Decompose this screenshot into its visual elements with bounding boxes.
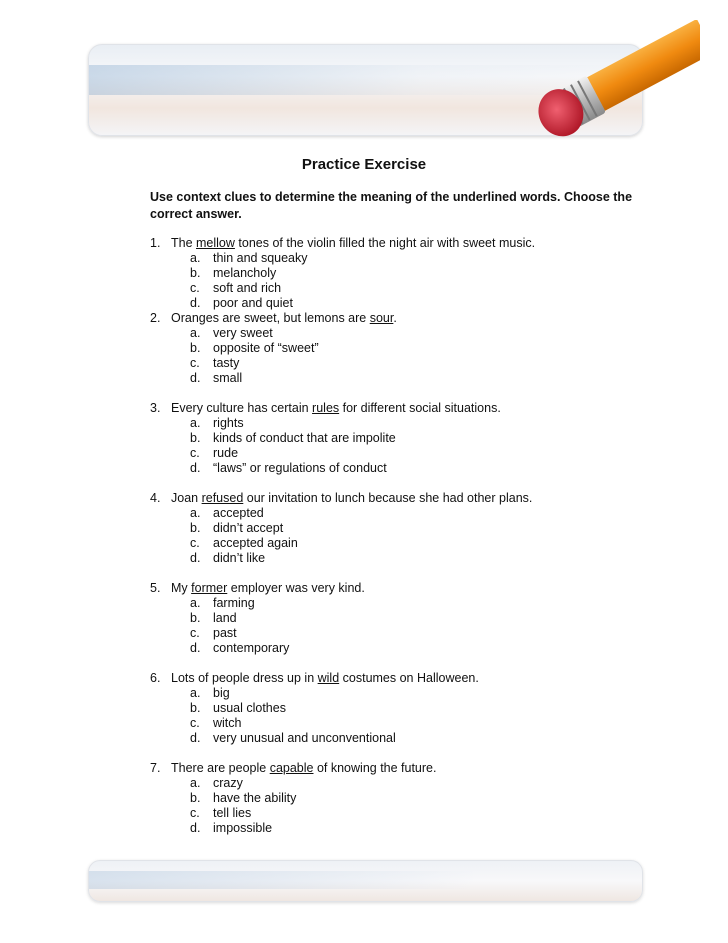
option-letter: a. — [190, 326, 201, 340]
underlined-word: former — [191, 581, 228, 595]
instructions: Use context clues to determine the meaning of the underlined words. Choose the correct answer. — [150, 190, 633, 221]
question-text — [150, 401, 670, 416]
question-text-after: employer was very kind. — [227, 581, 365, 595]
question-text-after: for different social situations. — [339, 401, 501, 415]
question-number: 4. — [150, 491, 161, 505]
option-letter: a. — [190, 251, 201, 265]
question-list — [150, 236, 670, 836]
underlined-word: rules — [312, 401, 340, 415]
question-number: 3. — [150, 401, 161, 415]
option-text: small — [213, 371, 243, 385]
question-1 — [150, 236, 670, 311]
answer-option — [150, 341, 670, 356]
answer-option — [150, 506, 670, 521]
option-letter: d. — [190, 731, 201, 745]
option-text: kinds of conduct that are impolite — [213, 431, 396, 445]
option-text: tasty — [213, 356, 240, 370]
question-number: 2. — [150, 311, 161, 325]
answer-option — [150, 806, 670, 821]
question-4 — [150, 491, 670, 581]
page-title: Practice Exercise — [301, 156, 427, 173]
question-text-before: Joan — [171, 491, 202, 505]
option-letter: d. — [190, 296, 201, 310]
option-letter: b. — [190, 266, 201, 280]
question-number: 5. — [150, 581, 161, 595]
option-letter: c. — [190, 716, 200, 730]
question-text-after: our invitation to lunch because she had other plans. — [243, 491, 533, 505]
answer-option — [150, 686, 670, 701]
option-letter: a. — [190, 596, 201, 610]
option-text: soft and rich — [213, 281, 282, 295]
answer-option — [150, 716, 670, 731]
option-letter: d. — [190, 551, 201, 565]
answer-option — [150, 701, 670, 716]
underlined-word: refused — [201, 491, 244, 505]
underlined-word: capable — [269, 761, 314, 775]
question-number: 6. — [150, 671, 161, 685]
question-text-after: costumes on Halloween. — [339, 671, 479, 685]
option-letter: a. — [190, 686, 201, 700]
option-letter: b. — [190, 611, 201, 625]
option-letter: c. — [190, 281, 200, 295]
question-number: 1. — [150, 236, 161, 250]
question-text-before: There are people — [171, 761, 270, 775]
option-letter: c. — [190, 446, 200, 460]
question-text-before: The — [171, 236, 197, 250]
question-text-before: My — [171, 581, 192, 595]
question-6 — [150, 671, 670, 761]
question-text — [150, 236, 670, 251]
option-letter: c. — [190, 536, 200, 550]
answer-option — [150, 536, 670, 551]
answer-option — [150, 776, 670, 791]
option-text: “laws” or regulations of conduct — [213, 461, 387, 475]
answer-option — [150, 446, 670, 461]
option-text: past — [213, 626, 237, 640]
option-text: very unusual and unconventional — [213, 731, 396, 745]
question-text — [150, 671, 670, 686]
question-text-after: of knowing the future. — [313, 761, 437, 775]
answer-option — [150, 791, 670, 806]
answer-option — [150, 296, 670, 311]
option-letter: b. — [190, 521, 201, 535]
option-text: contemporary — [213, 641, 290, 655]
option-letter: c. — [190, 626, 200, 640]
question-7 — [150, 761, 670, 836]
option-text: rude — [213, 446, 239, 460]
answer-option — [150, 326, 670, 341]
answer-option — [150, 731, 670, 746]
answer-option — [150, 371, 670, 386]
question-text-after: . — [393, 311, 397, 325]
question-text-after: tones of the violin filled the night air with sweet music. — [234, 236, 536, 250]
option-text: poor and quiet — [213, 296, 293, 310]
option-letter: d. — [190, 821, 201, 835]
option-letter: b. — [190, 701, 201, 715]
answer-option — [150, 641, 670, 656]
question-text — [150, 581, 670, 596]
option-text: crazy — [213, 776, 243, 790]
option-text: have the ability — [213, 791, 297, 805]
answer-option — [150, 431, 670, 446]
underlined-word: mellow — [196, 236, 235, 250]
answer-option — [150, 596, 670, 611]
question-text-before: Lots of people dress up in — [171, 671, 318, 685]
question-text-before: Every culture has certain — [171, 401, 313, 415]
option-text: rights — [213, 416, 244, 430]
option-text: tell lies — [213, 806, 252, 820]
answer-option — [150, 821, 670, 836]
answer-option — [150, 266, 670, 281]
question-2 — [150, 311, 670, 401]
underlined-word: sour — [369, 311, 394, 325]
answer-option — [150, 521, 670, 536]
answer-option — [150, 251, 670, 266]
answer-option — [150, 551, 670, 566]
option-text: opposite of “sweet” — [213, 341, 319, 355]
option-text: thin and squeaky — [213, 251, 308, 265]
option-text: accepted — [213, 506, 264, 520]
underlined-word: wild — [317, 671, 340, 685]
answer-option — [150, 626, 670, 641]
option-letter: d. — [190, 641, 201, 655]
option-letter: b. — [190, 791, 201, 805]
option-letter: a. — [190, 506, 201, 520]
option-letter: d. — [190, 371, 201, 385]
answer-option — [150, 611, 670, 626]
option-text: witch — [213, 716, 242, 730]
option-letter: b. — [190, 431, 201, 445]
footer-banner — [88, 860, 643, 902]
answer-option — [150, 461, 670, 476]
option-letter: b. — [190, 341, 201, 355]
question-text — [150, 761, 670, 776]
option-text: very sweet — [213, 326, 273, 340]
option-text: didn’t accept — [213, 521, 284, 535]
option-text: big — [213, 686, 230, 700]
question-number: 7. — [150, 761, 161, 775]
option-letter: d. — [190, 461, 201, 475]
answer-option — [150, 356, 670, 371]
option-text: didn’t like — [213, 551, 266, 565]
question-text — [150, 311, 670, 326]
question-text — [150, 491, 670, 506]
option-letter: a. — [190, 416, 201, 430]
option-text: melancholy — [213, 266, 277, 280]
answer-option — [150, 281, 670, 296]
option-text: accepted again — [213, 536, 298, 550]
option-letter: a. — [190, 776, 201, 790]
option-text: land — [213, 611, 237, 625]
option-text: usual clothes — [213, 701, 286, 715]
pencil-eraser-illustration — [520, 20, 700, 140]
option-letter: c. — [190, 806, 200, 820]
question-text-before: Oranges are sweet, but lemons are — [171, 311, 370, 325]
question-5 — [150, 581, 670, 671]
option-text: farming — [213, 596, 255, 610]
answer-option — [150, 416, 670, 431]
option-letter: c. — [190, 356, 200, 370]
option-text: impossible — [213, 821, 273, 835]
question-3 — [150, 401, 670, 491]
